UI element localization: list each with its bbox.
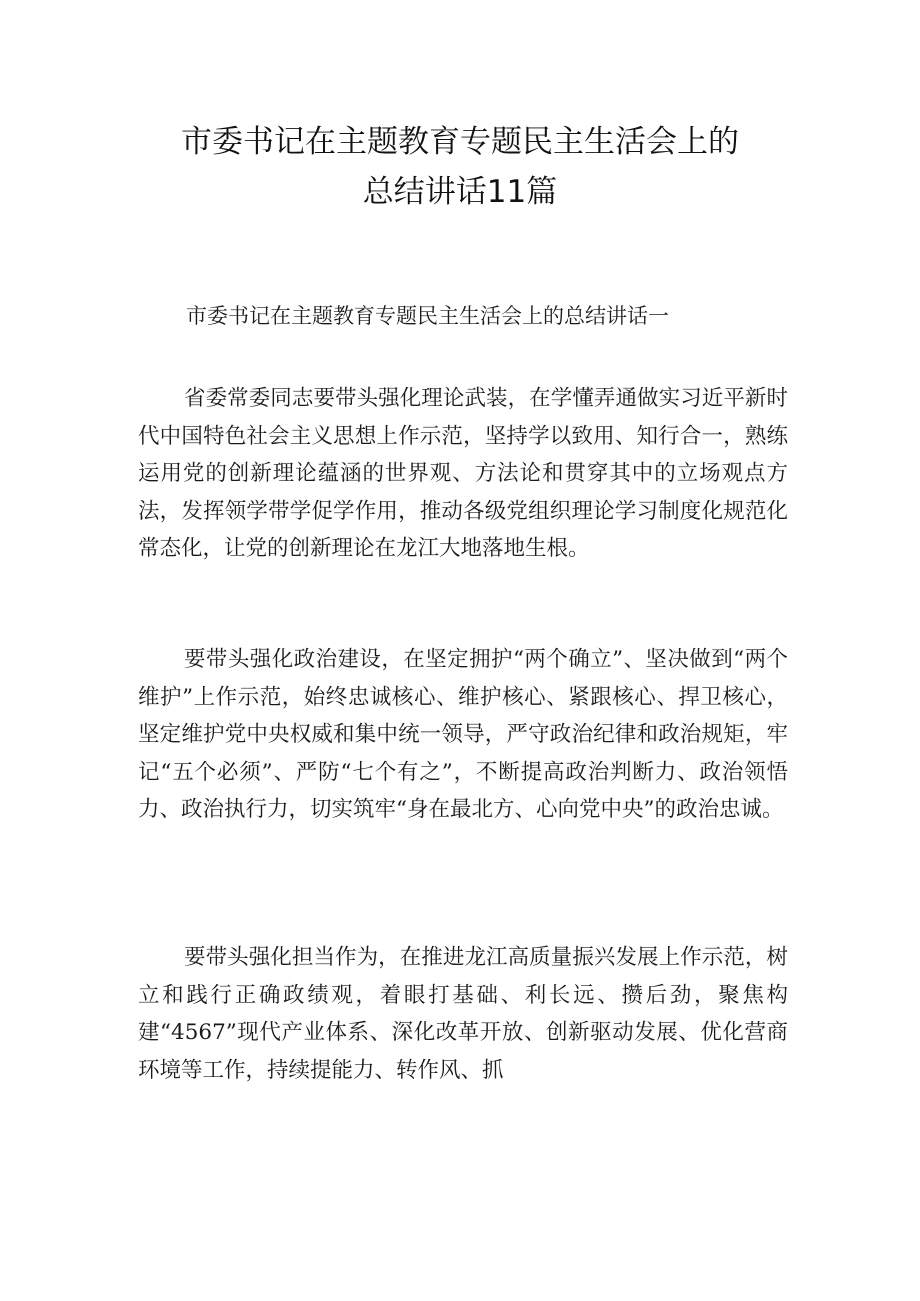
- paragraph-2: 要带头强化政治建设，在坚定拥护“两个确立”、坚决做到“两个维护”上作示范，始终忠诚核心、维护核心、紧跟核心、捍卫核心，坚定维护党中央权威和集中统一领导，严守政治纪律和政治规矩，牢记“五个必须”、严防“七个有之”，不断提高政治判断力、政治领悟力、政治执行力，切实筑牢“身在最北方、心向党中央”的政治忠诚。: [138, 647, 788, 822]
- document-title-line-1: 市委书记在主题教育专题民主生活会上的: [181, 124, 739, 160]
- document-title-line-2: 总结讲话11篇: [362, 174, 558, 210]
- paragraph-1: 省委常委同志要带头强化理论武装，在学懂弄通做实习近平新时代中国特色社会主义思想上作示范，坚持学以致用、知行合一，熟练运用党的创新理论蕴涵的世界观、方法论和贯穿其中的立场观点方法，发挥领学带学促学作用，推动各级党组织理论学习制度化规范化常态化，让党的创新理论在龙江大地落地生根。: [138, 386, 788, 561]
- paragraph-3: 要带头强化担当作为，在推进龙江高质量振兴发展上作示范，树立和践行正确政绩观，着眼打基础、利长远、攒后劲，聚焦构建“4567”现代产业体系、深化改革开放、创新驱动发展、优化营商环境等工作，持续提能力、转作风、抓: [138, 945, 788, 1083]
- section-heading: 市委书记在主题教育专题民主生活会上的总结讲话一: [186, 304, 669, 328]
